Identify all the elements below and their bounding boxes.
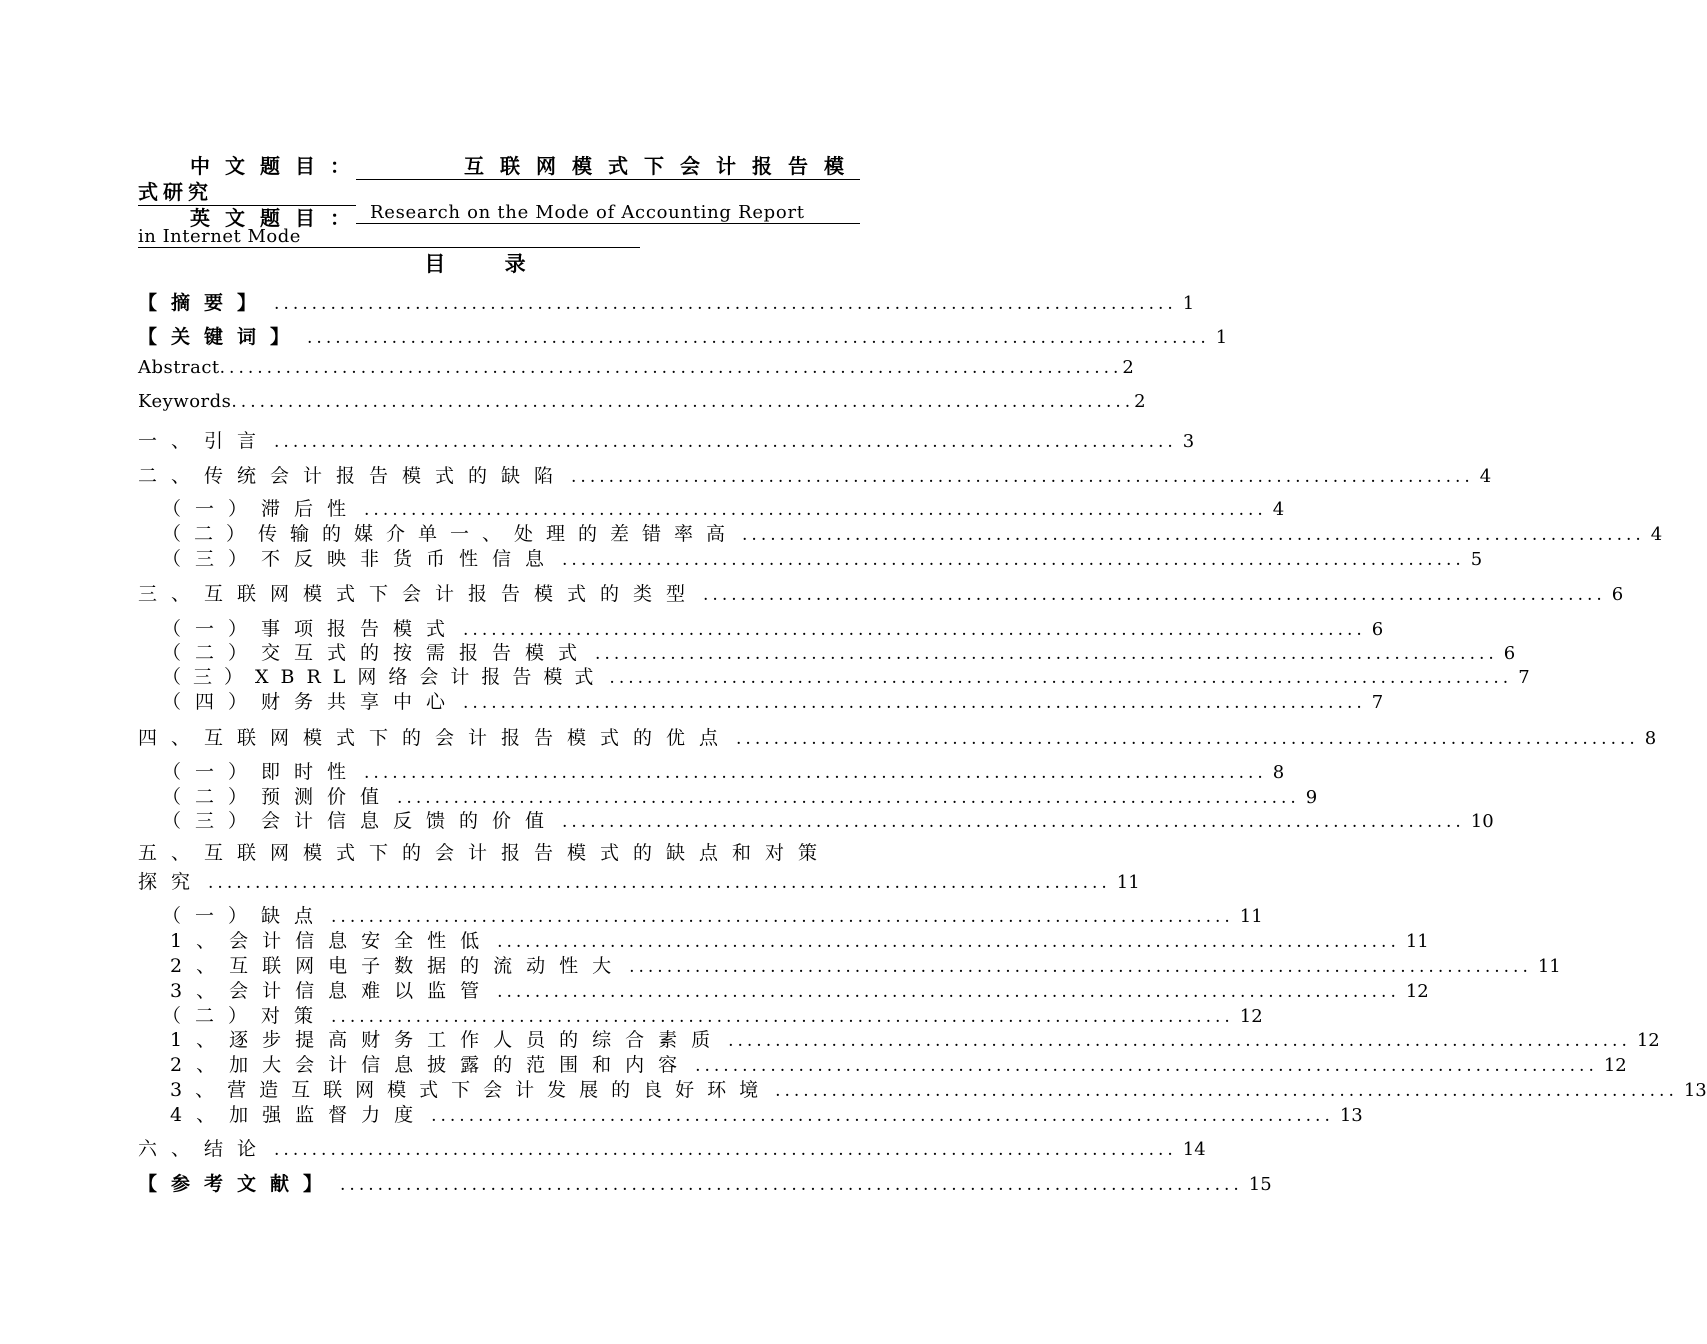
en-title-line-1: [138, 202, 860, 228]
toc-entry-page: 4: [1479, 466, 1492, 487]
toc-leader-dots: ................................................................................................: [728, 1031, 1631, 1051]
toc-entry-page: 2: [1134, 391, 1146, 412]
toc-leader-dots: ................................................................................................: [703, 585, 1606, 605]
toc-entry-label: （二）传输的媒介单一、处理的差错率高: [162, 523, 739, 545]
toc-entry-page: 8: [1644, 728, 1657, 749]
toc-entry-5-2-3[interactable]: [170, 1075, 1707, 1101]
toc-entry-label: Keywords: [138, 391, 232, 412]
en-title-value-cont: in Internet Mode: [138, 226, 640, 248]
toc-entry-4-1[interactable]: [162, 757, 1285, 783]
toc-entry-label: （一）事项报告模式: [162, 618, 460, 640]
toc-entry-page: 11: [1116, 872, 1140, 893]
toc-entry-page: 1: [1215, 327, 1228, 348]
toc-entry-page: 3: [1182, 431, 1195, 452]
toc-entry-label: 六、结论: [138, 1138, 271, 1160]
toc-entry-page: 15: [1248, 1174, 1272, 1195]
toc-entry-3-4[interactable]: [162, 687, 1384, 713]
toc-entry-page: 11: [1405, 931, 1429, 952]
toc-leader-dots: ................................................................................................: [562, 550, 1465, 570]
toc-entry-page: 7: [1371, 692, 1384, 713]
toc-leader-dots: ................................................................................................: [497, 932, 1400, 952]
toc-entry-4-2[interactable]: [162, 782, 1318, 808]
toc-entry-label: （一）即时性: [162, 761, 361, 783]
toc-leader-dots: ................................................................................................: [775, 1081, 1678, 1101]
toc-leader-dots: ................................................................................................: [463, 693, 1366, 713]
toc-entry-page: 4: [1650, 524, 1663, 545]
toc-entry-label: （二）对策: [162, 1005, 328, 1027]
toc-leader-dots: ................................................................................................: [364, 763, 1267, 783]
toc-entry-page: 12: [1636, 1030, 1660, 1051]
toc-entry-page: 7: [1518, 667, 1530, 688]
toc-entry-3-1[interactable]: [162, 614, 1384, 640]
toc-entry-3-2[interactable]: [162, 638, 1516, 664]
toc-entry-abstract-en[interactable]: [138, 357, 1134, 381]
toc-entry-label: 一、引言: [138, 430, 271, 452]
en-title-label: 英文题目：: [190, 206, 365, 230]
toc-entry-label: 2、互联网电子数据的流动性大: [170, 955, 626, 977]
toc-entry-2-3[interactable]: [162, 544, 1483, 570]
toc-entry-2-1[interactable]: [162, 494, 1285, 520]
toc-entry-label: （三）XBRL网络会计报告模式: [162, 666, 606, 688]
toc-entry-page: 2: [1122, 357, 1134, 378]
toc-entry-label: （一）滞后性: [162, 498, 361, 520]
toc-entry-page: 13: [1683, 1080, 1707, 1101]
toc-leader-dots: ................................................................................................: [497, 982, 1400, 1002]
toc-entry-section-3[interactable]: [138, 579, 1624, 605]
toc-entry-section-6[interactable]: [138, 1134, 1206, 1160]
toc-entry-label: 三、互联网模式下会计报告模式的类型: [138, 583, 700, 605]
toc-entry-page: 12: [1405, 981, 1429, 1002]
toc-leader-dots: ................................................................................................: [307, 328, 1210, 348]
toc-leader-dots: ................................................................................................: [331, 1007, 1234, 1027]
toc-leader-dots: ................................................................................................: [231, 392, 1135, 412]
toc-entry-page: 14: [1182, 1139, 1206, 1160]
toc-leader-dots: ................................................................................................: [609, 668, 1513, 688]
toc-entry-section-1[interactable]: [138, 426, 1195, 452]
toc-heading: 目 录: [424, 251, 552, 276]
toc-leader-dots: ................................................................................................: [274, 1140, 1177, 1160]
toc-entry-page: 8: [1272, 762, 1285, 783]
toc-leader-dots: ................................................................................................: [219, 358, 1123, 378]
toc-entry-5-1-2[interactable]: [170, 951, 1561, 977]
toc-leader-dots: ................................................................................................: [463, 620, 1366, 640]
toc-leader-dots: ................................................................................................: [571, 467, 1474, 487]
toc-entry-keywords-cn[interactable]: [138, 322, 1228, 348]
toc-entry-5-1-3[interactable]: [170, 976, 1429, 1002]
toc-entry-label: 1、会计信息安全性低: [170, 930, 494, 952]
toc-entry-page: 1: [1182, 293, 1195, 314]
toc-entry-page: 6: [1611, 584, 1624, 605]
cn-title-line-2: [138, 176, 860, 202]
toc-entry-section-2[interactable]: [138, 461, 1492, 487]
toc-entry-page: 11: [1537, 956, 1561, 977]
toc-entry-label: （一）缺点: [162, 905, 328, 927]
toc-entry-2-2[interactable]: [162, 519, 1663, 545]
toc-entry-section-5-line1[interactable]: 五、互联网模式下的会计报告模式的缺点和对策: [138, 842, 832, 864]
toc-entry-4-3[interactable]: [162, 806, 1494, 832]
toc-entry-label: 4、加强监督力度: [170, 1104, 428, 1126]
toc-entry-page: 4: [1272, 499, 1285, 520]
toc-leader-dots: ................................................................................................: [431, 1106, 1334, 1126]
toc-entry-label: 【参考文献】: [138, 1173, 337, 1195]
cn-title-value-cont: 式研究: [138, 176, 356, 206]
toc-leader-dots: ................................................................................................: [629, 957, 1532, 977]
toc-entry-section-5[interactable]: [138, 867, 1140, 893]
en-title-value: Research on the Mode of Accounting Report: [356, 202, 860, 224]
toc-entry-label: 3、营造互联网模式下会计发展的良好环境: [170, 1079, 772, 1101]
toc-entry-page: 5: [1470, 549, 1483, 570]
toc-entry-label: 【摘要】: [138, 292, 271, 314]
toc-leader-dots: ................................................................................................: [274, 432, 1177, 452]
toc-entry-page: 13: [1339, 1105, 1363, 1126]
toc-entry-keywords-en[interactable]: [138, 391, 1146, 415]
toc-entry-5-2-1[interactable]: [170, 1025, 1660, 1051]
toc-entry-label: （二）交互式的按需报告模式: [162, 642, 592, 664]
toc-entry-page: 6: [1503, 643, 1516, 664]
cn-title-value: 互联网模式下会计报告模: [356, 150, 860, 180]
toc-entry-label: （四）财务共享中心: [162, 691, 460, 713]
toc-entry-label: 四、互联网模式下的会计报告模式的优点: [138, 727, 733, 749]
toc-leader-dots: ................................................................................................: [340, 1175, 1243, 1195]
toc-leader-dots: ................................................................................................: [331, 907, 1234, 927]
toc-entry-abstract-cn[interactable]: [138, 288, 1195, 314]
toc-entry-page: 10: [1470, 811, 1494, 832]
toc-leader-dots: ................................................................................................: [364, 500, 1267, 520]
toc-leader-dots: ................................................................................................: [274, 294, 1177, 314]
toc-leader-dots: ................................................................................................: [208, 873, 1111, 893]
toc-entry-label: 二、传统会计报告模式的缺陷: [138, 465, 568, 487]
toc-leader-dots: ................................................................................................: [695, 1056, 1598, 1076]
toc-entry-label: 【关键词】: [138, 326, 304, 348]
toc-entry-page: 12: [1603, 1055, 1627, 1076]
toc-entry-5-1[interactable]: [162, 901, 1263, 927]
cn-title-label: 中文题目：: [190, 154, 365, 178]
toc-entry-page: 6: [1371, 619, 1384, 640]
toc-entry-label: （二）预测价值: [162, 786, 394, 808]
toc-entry-5-2-4[interactable]: [170, 1100, 1363, 1126]
toc-entry-label: 2、加大会计信息披露的范围和内容: [170, 1054, 692, 1076]
toc-entry-page: 12: [1239, 1006, 1263, 1027]
cn-title-line-1: [138, 150, 860, 176]
toc-entry-3-3[interactable]: [162, 662, 1530, 688]
toc-entry-page: 9: [1305, 787, 1318, 808]
toc-leader-dots: ................................................................................................: [736, 729, 1639, 749]
toc-entry-5-2[interactable]: [162, 1001, 1263, 1027]
toc-entry-label: 探究: [138, 871, 205, 893]
toc-leader-dots: ................................................................................................: [562, 812, 1465, 832]
toc-entry-label: 1、逐步提高财务工作人员的综合素质: [170, 1029, 725, 1051]
toc-entry-label: Abstract: [138, 357, 220, 378]
toc-entry-5-2-2[interactable]: [170, 1050, 1627, 1076]
toc-leader-dots: ................................................................................................: [742, 525, 1645, 545]
toc-entry-page: 11: [1239, 906, 1263, 927]
toc-leader-dots: ................................................................................................: [397, 788, 1300, 808]
toc-entry-label: 3、会计信息难以监管: [170, 980, 494, 1002]
toc-leader-dots: ................................................................................................: [595, 644, 1498, 664]
toc-entry-5-1-1[interactable]: [170, 926, 1429, 952]
toc-entry-label: （三）会计信息反馈的价值: [162, 810, 559, 832]
toc-entry-references[interactable]: [138, 1169, 1272, 1195]
toc-entry-section-4[interactable]: [138, 723, 1657, 749]
toc-entry-label: （三）不反映非货币性信息: [162, 548, 559, 570]
